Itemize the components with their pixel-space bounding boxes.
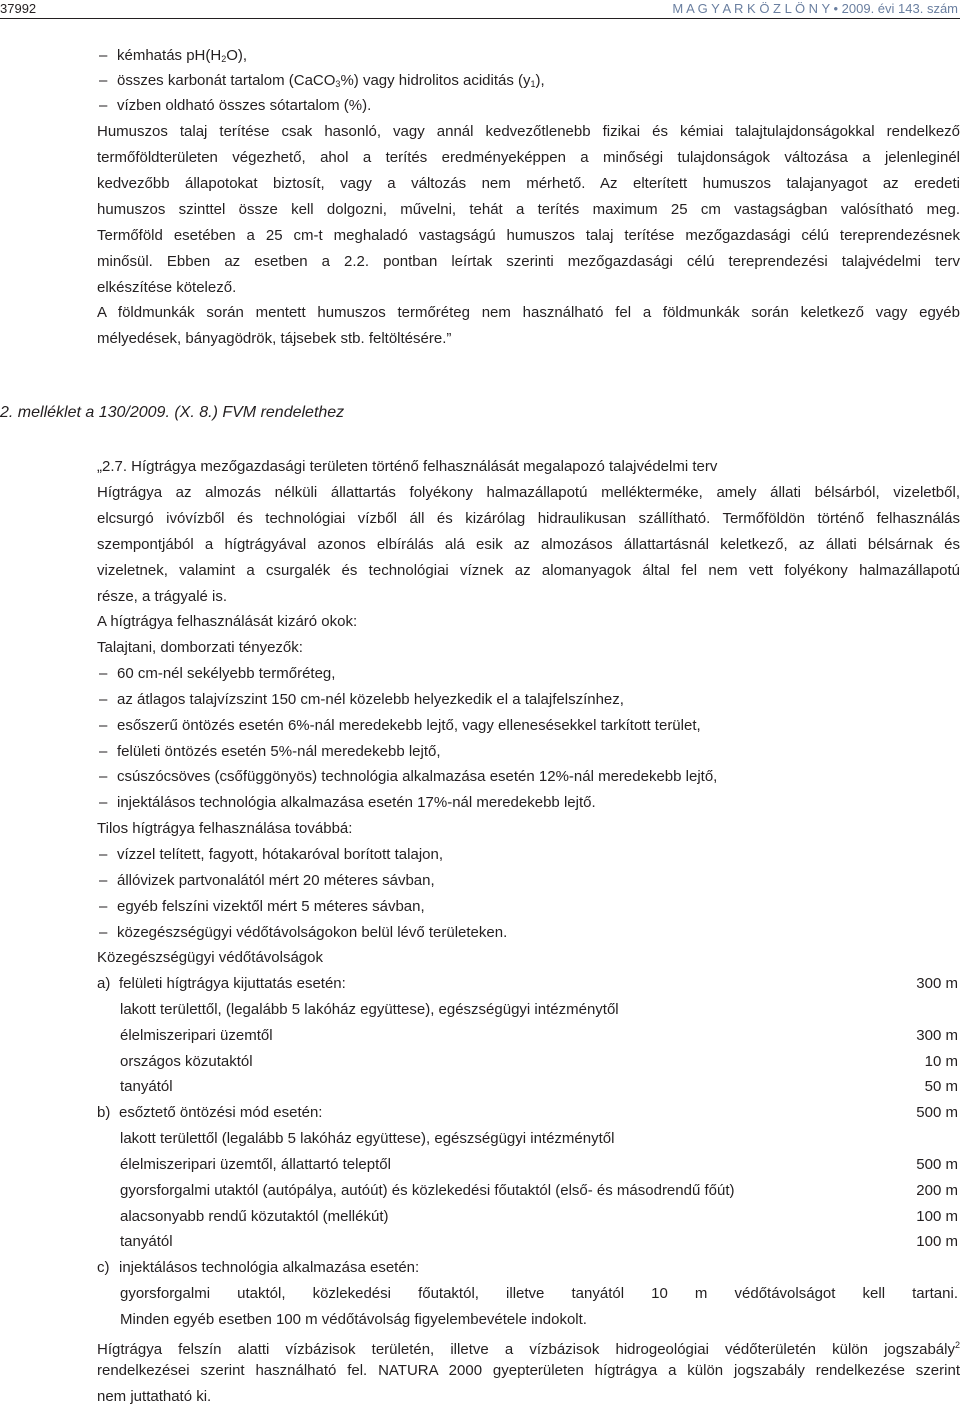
paragraph-line: része, a trágyalé is. (97, 588, 228, 605)
paragraph-line: minősül. Ebben az esetben a 2.2. pontban leírtak szerinti mezőgazdasági célú tereprendezési talajvédelmi terv (97, 253, 960, 270)
list-item: – vízben oldható összes sótartalom (%). (99, 97, 372, 114)
list-item: – egyéb felszíni vizektől mért 5 méteres sávban, (99, 898, 425, 915)
paragraph-line: termőföldterületen végezhető, ahol a terítés eredményeképpen a minőségi tulajdonságok változása a jelenleginél (97, 149, 960, 166)
distance-row: élelmiszeripari üzemtől 300 m (120, 1027, 958, 1044)
exclusion-heading: A hígtrágya felhasználását kizáró okok: (97, 613, 358, 630)
distance-group-c: c) injektálásos technológia alkalmazása esetén: (97, 1259, 420, 1276)
section-title: 2. melléklet a 130/2009. (X. 8.) FVM rendelethez (0, 404, 345, 421)
list-item: – injektálásos technológia alkalmazása esetén 17%-nál meredekebb lejtő. (99, 794, 596, 811)
distance-heading: Közegészségügyi védőtávolságok (97, 949, 323, 966)
paragraph-line: vizeletnek, valamint a csurgalék és technológiai víznek az alomanyagok által fel nem vett folyékony halmazállapotú (97, 562, 960, 579)
distance-group-a: a) felületi hígtrágya kijuttatás esetén: 300 m (97, 975, 958, 992)
paragraph-line: nem juttatható ki. (97, 1388, 212, 1405)
paragraph-line: Hígtrágya felszín alatti vízbázisok területén, illetve a vízbázisok hidrogeológiai védőterületén külön jogszabály$^2$ (97, 1340, 960, 1358)
soil-heading: Talajtani, domborzati tényezők: (97, 639, 303, 656)
paragraph-line: rendelkezései szerint használható fel. NATURA 2000 gyepterületen hígtrágya a külön jogszabály rendelkezése szerint (97, 1362, 960, 1379)
list-item: – állóvizek partvonalától mért 20 méteres sávban, (99, 872, 435, 889)
distance-row: tanyától 100 m (120, 1233, 958, 1250)
annex-title: „2.7. Hígtrágya mezőgazdasági területen történő felhasználását megalapozó talajvédelmi terv (97, 458, 718, 475)
paragraph-line: szempontjából a hígtrágyával azonos elbírálás alá esik az almozásos állattartásnál keletkező, az állati bélsárnak és (97, 536, 960, 553)
distance-row: Minden egyéb esetben 100 m védőtávolság figyelembevétele indokolt. (120, 1311, 587, 1328)
paragraph-line: Hígtrágya az almozás nélküli állattartás folyékony halmazállapotú mellékterméke, amely állati bélsárból, vizeletből, (97, 484, 960, 501)
list-item: – kémhatás $pH(H_2O)$, (99, 47, 248, 64)
paragraph-line: kedvezőbb állapotokat biztosít, vagy a változás nem mérhető. Az elterített humuszos talajanyagot az eredeti (97, 175, 960, 192)
list-item: – közegészségügyi védőtávolságokon belül lévő területeken. (99, 924, 508, 941)
page-header (0, 0, 960, 20)
distance-row: lakott területtől, (legalább 5 lakóház együttese), egészségügyi intézménytől (120, 1001, 619, 1018)
distance-row: alacsonyabb rendű közutaktól (mellékút) 100 m (120, 1208, 958, 1225)
paragraph-line: elkészítése kötelező. (97, 279, 237, 296)
distance-row: országos közutaktól 10 m (120, 1053, 958, 1070)
list-item: – az átlagos talajvízszint 150 cm-nél közelebb helyezkedik el a talajfelszínhez, (99, 691, 624, 708)
paragraph-line: Humuszos talaj terítése csak hasonló, vagy annál kedvezőtlenebb fizikai és kémiai talajtulajdonságokkal rendelkező (97, 123, 960, 140)
list-item: – vízzel telített, fagyott, hótakaróval borított talajon, (99, 846, 444, 863)
distance-row: tanyától 50 m (120, 1078, 958, 1095)
distance-group-b: b) esőztető öntözési mód esetén: 500 m (97, 1104, 958, 1121)
distance-row: gyorsforgalmi utaktól (autópálya, autóút) és közlekedési főutaktól (első- és másodrendű főút) 200 m (120, 1182, 958, 1199)
list-item: – csúszócsöves (csőfüggönyös) technológia alkalmazása esetén 12%-nál meredekebb lejtő, (99, 768, 718, 785)
forbidden-heading: Tilos hígtrágya felhasználása továbbá: (97, 820, 353, 837)
journal-title: M A G Y A R K Ö Z L Ö N Y • 2009. évi 143. szám (672, 1, 958, 16)
distance-row: lakott területtől (legalább 5 lakóház együttese), egészségügyi intézménytől (120, 1130, 615, 1147)
list-item: – esőszerű öntözés esetén 6%-nál meredekebb lejtő, vagy ellenesésekkel tarkított terület, (99, 717, 701, 734)
distance-row: gyorsforgalmi utaktól, közlekedési főutaktól, illetve tanyától 10 m védőtávolságot kell tartani. (120, 1285, 958, 1302)
list-item: – összes karbonát tartalom (CaCO$_3$%) vagy hidrolitos aciditás $(y_1)$, (99, 72, 545, 89)
header-rule (0, 18, 960, 19)
paragraph-line: Termőföld esetében a 25 cm-t meghaladó vastagságú humuszos talaj terítése mezőgazdasági célú tereprendezésnek (97, 227, 960, 244)
paragraph-line: humuszos szinttel össze kell dolgozni, művelni, tehát a terítés maximum 25 cm vastagságban valósítható meg. (97, 201, 960, 218)
list-item: – felületi öntözés esetén 5%-nál meredekebb lejtő, (99, 743, 441, 760)
list-item: – 60 cm-nél sekélyebb termőréteg, (99, 665, 336, 682)
paragraph-line: mélyedések, bányagödrök, tájsebek stb. feltöltésére.” (97, 330, 452, 347)
paragraph-line: elcsurgó ivóvízből és technológiai vízből áll és kizárólag hidraulikusan szállítható. Termőföldön történő felhasználás (97, 510, 960, 527)
paragraph-line: A földmunkák során mentett humuszos termőréteg nem használható fel a földmunkák során keletkező vagy egyéb (97, 304, 960, 321)
page-number: 37992 (0, 1, 37, 16)
distance-row: élelmiszeripari üzemtől, állattartó teleptől 500 m (120, 1156, 958, 1173)
